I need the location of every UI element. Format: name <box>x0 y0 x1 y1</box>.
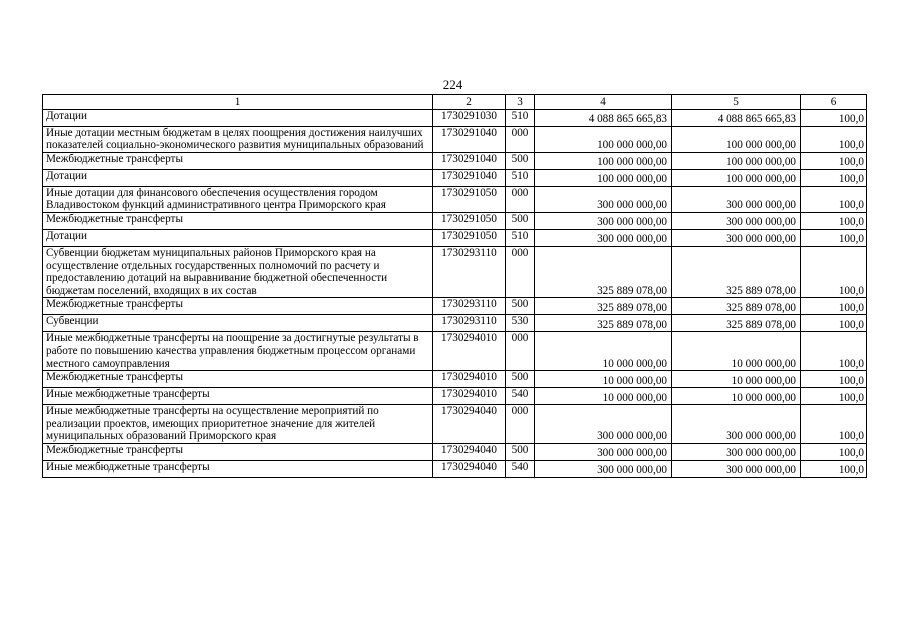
header-cell: 4 <box>535 95 672 110</box>
row-code-cell: 1730291050 <box>433 186 506 212</box>
row-percent-cell: 100,0 <box>801 152 867 169</box>
row-executed-amount-cell: 300 000 000,00 <box>672 186 801 212</box>
row-percent-cell: 100,0 <box>801 109 867 126</box>
row-expense-type-cell: 510 <box>506 169 535 186</box>
row-expense-type-cell: 000 <box>506 332 535 371</box>
table-header-row <box>43 95 867 110</box>
row-planned-amount-cell: 10 000 000,00 <box>535 332 672 371</box>
row-planned-amount-cell: 300 000 000,00 <box>535 405 672 444</box>
row-executed-amount-cell: 325 889 078,00 <box>672 298 801 315</box>
row-expense-type-cell: 530 <box>506 315 535 332</box>
row-percent-cell: 100,0 <box>801 212 867 229</box>
row-executed-amount-cell: 300 000 000,00 <box>672 212 801 229</box>
row-name-cell: Межбюджетные трансферты <box>43 443 433 460</box>
row-code-cell: 1730291030 <box>433 109 506 126</box>
row-expense-type-cell: 000 <box>506 246 535 297</box>
row-name-cell: Иные дотации местным бюджетам в целях поощрения достижения наилучших показателей социально-экономического развития муниципальных образований <box>43 126 433 152</box>
table-row <box>43 371 867 388</box>
row-percent-cell: 100,0 <box>801 126 867 152</box>
table-row <box>43 388 867 405</box>
header-cell: 6 <box>801 95 867 110</box>
row-code-cell: 1730293110 <box>433 298 506 315</box>
table-row <box>43 229 867 246</box>
row-name-cell: Дотации <box>43 229 433 246</box>
row-code-cell: 1730294040 <box>433 405 506 444</box>
row-name-cell: Межбюджетные трансферты <box>43 298 433 315</box>
row-executed-amount-cell: 10 000 000,00 <box>672 388 801 405</box>
row-executed-amount-cell: 100 000 000,00 <box>672 152 801 169</box>
row-percent-cell: 100,0 <box>801 388 867 405</box>
row-executed-amount-cell: 100 000 000,00 <box>672 126 801 152</box>
table-row <box>43 298 867 315</box>
row-planned-amount-cell: 100 000 000,00 <box>535 169 672 186</box>
row-planned-amount-cell: 300 000 000,00 <box>535 212 672 229</box>
row-planned-amount-cell: 300 000 000,00 <box>535 460 672 477</box>
row-executed-amount-cell: 10 000 000,00 <box>672 371 801 388</box>
table-row <box>43 315 867 332</box>
table-body <box>43 95 867 478</box>
row-expense-type-cell: 510 <box>506 109 535 126</box>
row-executed-amount-cell: 325 889 078,00 <box>672 246 801 297</box>
row-expense-type-cell: 510 <box>506 229 535 246</box>
row-code-cell: 1730291050 <box>433 212 506 229</box>
row-planned-amount-cell: 325 889 078,00 <box>535 246 672 297</box>
header-cell: 3 <box>506 95 535 110</box>
table-row <box>43 212 867 229</box>
row-executed-amount-cell: 4 088 865 665,83 <box>672 109 801 126</box>
row-code-cell: 1730294040 <box>433 460 506 477</box>
row-executed-amount-cell: 300 000 000,00 <box>672 229 801 246</box>
row-percent-cell: 100,0 <box>801 371 867 388</box>
row-percent-cell: 100,0 <box>801 246 867 297</box>
row-code-cell: 1730291040 <box>433 152 506 169</box>
row-name-cell: Межбюджетные трансферты <box>43 371 433 388</box>
row-executed-amount-cell: 325 889 078,00 <box>672 315 801 332</box>
row-code-cell: 1730294010 <box>433 332 506 371</box>
row-percent-cell: 100,0 <box>801 315 867 332</box>
row-name-cell: Субвенции бюджетам муниципальных районов Приморского края на осуществление отдельных государственных полномочий по расчету и предоставлению дотаций на выравнивание бюджетной обеспеченности бюджетам поселений, входящих в их состав <box>43 246 433 297</box>
row-expense-type-cell: 540 <box>506 460 535 477</box>
row-percent-cell: 100,0 <box>801 229 867 246</box>
row-executed-amount-cell: 300 000 000,00 <box>672 460 801 477</box>
table-row <box>43 126 867 152</box>
table-row <box>43 443 867 460</box>
row-planned-amount-cell: 325 889 078,00 <box>535 315 672 332</box>
row-code-cell: 1730291040 <box>433 126 506 152</box>
row-expense-type-cell: 500 <box>506 298 535 315</box>
row-executed-amount-cell: 100 000 000,00 <box>672 169 801 186</box>
row-expense-type-cell: 500 <box>506 371 535 388</box>
row-percent-cell: 100,0 <box>801 298 867 315</box>
row-code-cell: 1730294010 <box>433 371 506 388</box>
row-expense-type-cell: 000 <box>506 126 535 152</box>
row-name-cell: Иные межбюджетные трансферты <box>43 388 433 405</box>
table-row <box>43 169 867 186</box>
row-code-cell: 1730294040 <box>433 443 506 460</box>
row-name-cell: Межбюджетные трансферты <box>43 152 433 169</box>
row-expense-type-cell: 000 <box>506 405 535 444</box>
row-planned-amount-cell: 4 088 865 665,83 <box>535 109 672 126</box>
row-planned-amount-cell: 100 000 000,00 <box>535 126 672 152</box>
row-planned-amount-cell: 325 889 078,00 <box>535 298 672 315</box>
header-cell: 1 <box>43 95 433 110</box>
row-name-cell: Межбюджетные трансферты <box>43 212 433 229</box>
row-planned-amount-cell: 100 000 000,00 <box>535 152 672 169</box>
row-expense-type-cell: 000 <box>506 186 535 212</box>
row-executed-amount-cell: 300 000 000,00 <box>672 443 801 460</box>
row-code-cell: 1730293110 <box>433 246 506 297</box>
row-executed-amount-cell: 300 000 000,00 <box>672 405 801 444</box>
row-name-cell: Дотации <box>43 169 433 186</box>
header-cell: 5 <box>672 95 801 110</box>
table-row <box>43 332 867 371</box>
header-cell: 2 <box>433 95 506 110</box>
row-percent-cell: 100,0 <box>801 169 867 186</box>
row-percent-cell: 100,0 <box>801 443 867 460</box>
row-planned-amount-cell: 300 000 000,00 <box>535 229 672 246</box>
row-expense-type-cell: 500 <box>506 152 535 169</box>
page-number: 224 <box>442 77 463 92</box>
row-name-cell: Субвенции <box>43 315 433 332</box>
row-name-cell: Иные межбюджетные трансферты на осуществление мероприятий по реализации проектов, имеющих приоритетное значение для жителей муниципальных образований Приморского края <box>43 405 433 444</box>
row-planned-amount-cell: 300 000 000,00 <box>535 443 672 460</box>
table-row <box>43 246 867 297</box>
row-planned-amount-cell: 300 000 000,00 <box>535 186 672 212</box>
row-percent-cell: 100,0 <box>801 332 867 371</box>
row-name-cell: Иные межбюджетные трансферты <box>43 460 433 477</box>
budget-table <box>42 94 867 478</box>
row-percent-cell: 100,0 <box>801 460 867 477</box>
table-row <box>43 186 867 212</box>
row-code-cell: 1730291050 <box>433 229 506 246</box>
row-name-cell: Иные дотации для финансового обеспечения осуществления городом Владивостоком функций административного центра Приморского края <box>43 186 433 212</box>
row-planned-amount-cell: 10 000 000,00 <box>535 371 672 388</box>
row-expense-type-cell: 500 <box>506 212 535 229</box>
row-executed-amount-cell: 10 000 000,00 <box>672 332 801 371</box>
row-name-cell: Иные межбюджетные трансферты на поощрение за достигнутые результаты в работе по повышению качества управления бюджетным процессом органами местного самоуправления <box>43 332 433 371</box>
row-expense-type-cell: 500 <box>506 443 535 460</box>
table-row <box>43 460 867 477</box>
table-row <box>43 152 867 169</box>
row-code-cell: 1730291040 <box>433 169 506 186</box>
row-code-cell: 1730293110 <box>433 315 506 332</box>
table-row <box>43 109 867 126</box>
row-percent-cell: 100,0 <box>801 186 867 212</box>
row-expense-type-cell: 540 <box>506 388 535 405</box>
row-code-cell: 1730294010 <box>433 388 506 405</box>
row-planned-amount-cell: 10 000 000,00 <box>535 388 672 405</box>
table-row <box>43 405 867 444</box>
row-name-cell: Дотации <box>43 109 433 126</box>
row-percent-cell: 100,0 <box>801 405 867 444</box>
